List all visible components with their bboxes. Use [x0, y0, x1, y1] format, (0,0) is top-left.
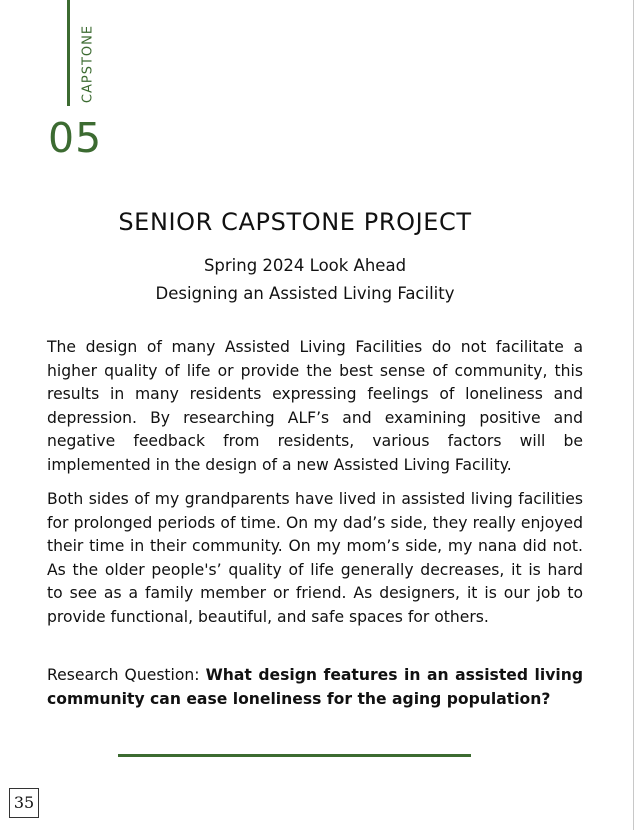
subtitle-term: Spring 2024 Look Ahead — [203, 256, 407, 275]
chapter-number: 05 — [48, 114, 103, 162]
vertical-accent-rule — [67, 0, 70, 106]
page-number: 35 — [9, 788, 39, 818]
research-question-label: Research Question: — [47, 666, 206, 684]
page-edge-rule — [633, 0, 634, 830]
subtitle-topic: Designing an Assisted Living Facility — [155, 284, 455, 303]
body-paragraph-personal: Both sides of my grandparents have lived in assisted living facilities for prolonged periods of time. On my dad’s side, they really enjoyed their time in their community. On my mom’s side, my nana did not. As the older people's’ quality of life generally decreases, it is hard to see as a family member or friend. As designers, it is our job to provide functional, beautiful, and safe spaces for others. — [47, 490, 583, 626]
research-question-text: What design features in an assisted living community can ease loneliness for the aging population? — [47, 666, 583, 708]
bottom-accent-rule — [118, 754, 471, 757]
page-title: SENIOR CAPSTONE PROJECT — [118, 208, 472, 236]
research-question-paragraph — [47, 664, 583, 711]
section-side-label: CAPSTONE — [80, 24, 96, 104]
body-paragraph-intro: The design of many Assisted Living Facilities do not facilitate a higher quality of life or provide the best sense of community, this results in many residents expressing feelings of loneliness and depression. By researching ALF’s and examining positive and negative feedback from residents, various factors will be implemented in the design of a new Assisted Living Facility. — [47, 338, 583, 474]
